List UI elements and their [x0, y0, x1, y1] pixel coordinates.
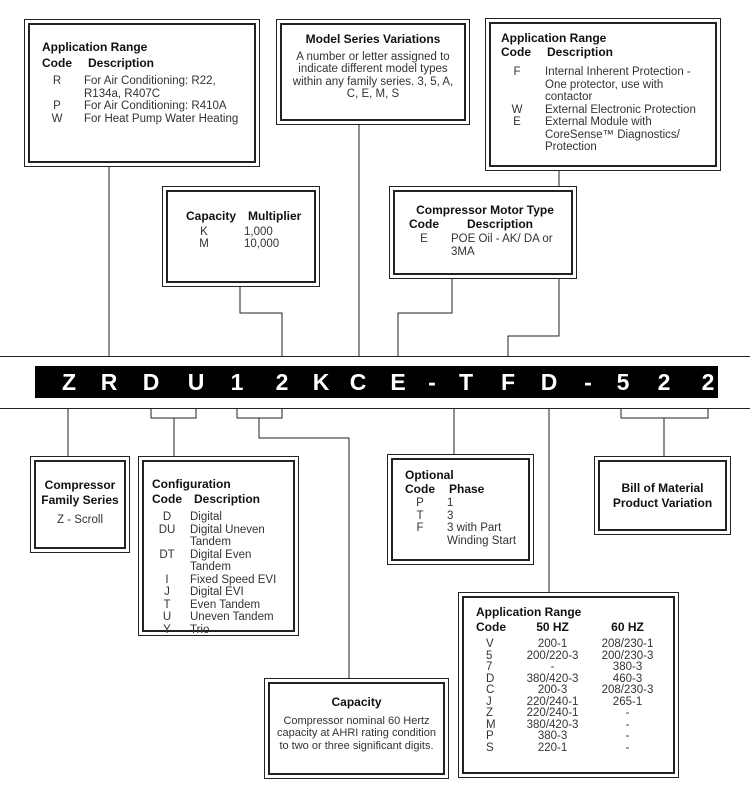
capacity-title: Capacity: [331, 695, 382, 709]
voltage-60hz: 380-3: [612, 661, 643, 673]
capacity-multiplier-code: M: [199, 238, 209, 250]
box-capacity-multiplier: [162, 186, 320, 287]
config-code: U: [162, 611, 172, 623]
phase-desc-header: Phase: [449, 481, 485, 496]
capacity-text: Compressor nominal 60 Hertz capacity at AHRI rating condition to two or three significant digits.: [277, 714, 436, 752]
config-code: J: [164, 586, 170, 598]
voltage-code: 7: [486, 661, 493, 673]
model-code-bar: [35, 366, 718, 398]
connector-capacity-multiplier: [240, 286, 282, 356]
motor-desc: POE Oil - AK/ DA or 3MA: [451, 233, 553, 258]
phase-desc: 1: [447, 497, 454, 509]
capacity-multiplier-code: K: [200, 225, 208, 238]
refrigerant-code-header: Code: [42, 55, 72, 70]
voltage-code-header: Code: [476, 619, 506, 634]
protection-title: Application Range: [501, 31, 607, 45]
box-configuration: [138, 456, 299, 636]
voltage-50hz: 380-3: [537, 730, 568, 742]
code-char: T: [458, 368, 474, 395]
box-family-series: [30, 456, 130, 553]
voltage-50hz: -: [550, 661, 555, 673]
code-char: E: [390, 368, 406, 395]
code-char: -: [428, 368, 436, 395]
protection-desc: External Module with CoreSense™ Diagnostics/ Protection: [545, 116, 680, 153]
code-char: 2: [657, 368, 671, 395]
config-desc: Digital: [190, 511, 222, 523]
protection-row: [501, 66, 705, 104]
config-code: T: [163, 598, 171, 611]
config-row: [152, 511, 287, 524]
bracket-capacity: [237, 408, 282, 418]
voltage-row: [476, 720, 665, 732]
voltage-50hz-header: 50 HZ: [536, 619, 569, 634]
voltage-code: J: [486, 695, 492, 708]
phase-code-header: Code: [405, 481, 435, 496]
model-series-text: A number or letter assigned to indicate different model types within any family series. 3, 5, A, C, E, M, S: [292, 50, 454, 100]
voltage-row: [476, 685, 665, 697]
config-row: [152, 624, 287, 637]
voltage-code: M: [486, 718, 496, 731]
code-char: 5: [616, 368, 630, 395]
refrigerant-code: P: [53, 100, 61, 112]
voltage-60hz: -: [625, 707, 630, 719]
voltage-50hz: 220/240-1: [526, 707, 579, 719]
phase-code: F: [416, 522, 424, 534]
refrigerant-desc: For Air Conditioning: R22, R134a, R407C: [84, 75, 216, 100]
code-char: 2: [701, 368, 715, 395]
voltage-60hz: 460-3: [612, 672, 643, 685]
capacity-multiplier-desc: 1,000: [244, 225, 273, 238]
phase-title: Optional: [405, 468, 454, 482]
voltage-50hz: 200-1: [537, 638, 568, 650]
voltage-50hz: 220-1: [537, 741, 568, 754]
box-bill-of-material: [594, 456, 731, 535]
config-desc: Trio: [190, 623, 210, 636]
motor-code-header: Code: [409, 216, 439, 231]
multiplier-header: Multiplier: [248, 209, 302, 223]
voltage-50hz: 380/420-3: [526, 718, 579, 731]
box-voltage-range: [458, 592, 679, 778]
refrigerant-row: [42, 113, 242, 126]
box-motor-type: [389, 186, 577, 279]
phase-row: [405, 497, 518, 510]
voltage-row: [476, 662, 665, 674]
config-row: [152, 574, 287, 587]
motor-desc-header: Description: [467, 216, 534, 231]
box-model-series: [276, 19, 470, 125]
config-row: [152, 586, 287, 599]
protection-row: [501, 104, 705, 117]
bill-of-material-title: Bill of Material Product Variation: [612, 480, 713, 510]
voltage-title: Application Range: [476, 605, 582, 619]
config-desc: Digital EVI: [190, 586, 244, 598]
box-refrigerant-range: [24, 19, 260, 167]
capacity-multiplier-row: [186, 226, 302, 239]
motor-row: [409, 233, 561, 258]
voltage-row: [476, 731, 665, 743]
config-row: [152, 524, 287, 549]
voltage-50hz: 200-3: [537, 684, 568, 696]
phase-row: [405, 510, 518, 523]
voltage-60hz: -: [625, 730, 630, 742]
voltage-code: P: [486, 730, 494, 742]
box-phase: [387, 454, 534, 565]
voltage-50hz: 200/220-3: [526, 649, 579, 662]
config-desc: Uneven Tandem: [190, 611, 274, 623]
voltage-60hz: -: [625, 741, 630, 754]
phase-desc: 3: [447, 509, 454, 522]
protection-code: E: [513, 116, 521, 128]
voltage-row: [476, 743, 665, 755]
family-series-text: Z - Scroll: [57, 514, 103, 526]
voltage-50hz: 380/420-3: [526, 672, 579, 685]
code-char: -: [584, 368, 592, 395]
connector-motor-type: [398, 278, 452, 356]
voltage-code: Z: [486, 707, 494, 719]
voltage-60hz: 208/230-1: [601, 638, 654, 650]
protection-code: W: [511, 103, 523, 116]
config-row: [152, 599, 287, 612]
voltage-60hz: 265-1: [612, 695, 643, 708]
voltage-table: [476, 619, 665, 755]
config-desc: Digital Even Tandem: [190, 548, 252, 573]
capacity-header: Capacity: [186, 209, 237, 223]
config-desc: Fixed Speed EVI: [190, 573, 277, 586]
voltage-60hz-header: 60 HZ: [611, 619, 644, 634]
family-series-title: Compressor Family Series: [41, 478, 119, 507]
refrigerant-code: R: [52, 75, 62, 87]
refrigerant-row: [42, 75, 242, 100]
motor-type-title: Compressor Motor Type: [416, 203, 554, 217]
code-char: D: [540, 368, 558, 395]
code-char: U: [187, 368, 205, 395]
config-code: D: [162, 511, 172, 523]
refrigerant-title: Application Range: [42, 40, 148, 54]
refrigerant-desc-header: Description: [88, 55, 155, 70]
phase-code: P: [416, 497, 424, 509]
voltage-code: 5: [486, 649, 493, 662]
motor-code: E: [420, 233, 428, 245]
bottom-rule: [0, 408, 750, 409]
model-series-title: Model Series Variations: [305, 32, 441, 46]
code-char: C: [349, 368, 367, 395]
config-code-header: Code: [152, 491, 182, 506]
code-char: R: [100, 368, 118, 395]
config-code: Y: [163, 623, 171, 636]
config-row: [152, 549, 287, 574]
voltage-code: V: [486, 638, 494, 650]
protection-desc-header: Description: [547, 44, 614, 59]
box-capacity: [264, 678, 449, 779]
voltage-60hz: -: [625, 718, 630, 731]
code-char: 1: [230, 368, 244, 395]
config-desc-header: Description: [194, 491, 261, 506]
protection-row: [501, 116, 705, 154]
refrigerant-row: [42, 100, 242, 113]
top-rule: [0, 356, 750, 357]
code-char: K: [312, 368, 330, 395]
refrigerant-code: W: [51, 112, 63, 125]
code-char: D: [142, 368, 160, 395]
voltage-60hz: 200/230-3: [601, 649, 654, 662]
config-row: [152, 611, 287, 624]
config-code: DT: [159, 548, 175, 561]
voltage-50hz: 220/240-1: [526, 695, 579, 708]
voltage-code: D: [486, 672, 495, 685]
phase-row: [405, 522, 518, 547]
phase-code: T: [416, 509, 424, 522]
code-char: Z: [61, 368, 77, 395]
refrigerant-desc: For Air Conditioning: R410A: [84, 100, 227, 112]
voltage-60hz: 208/230-3: [601, 684, 654, 696]
config-code: I: [165, 573, 169, 586]
config-desc: Even Tandem: [190, 598, 261, 611]
phase-desc: 3 with Part Winding Start: [447, 522, 517, 547]
code-char: 2: [275, 368, 289, 395]
voltage-row: [476, 708, 665, 720]
bracket-bill-of-material: [621, 408, 708, 418]
voltage-code: S: [486, 741, 494, 754]
capacity-multiplier-desc: 10,000: [244, 238, 280, 250]
protection-desc: External Electronic Protection: [545, 103, 696, 116]
box-protection-range: [485, 18, 721, 171]
voltage-row: [476, 639, 665, 651]
configuration-title: Configuration: [152, 477, 231, 491]
voltage-code: C: [486, 684, 495, 696]
bracket-configuration: [151, 408, 196, 418]
refrigerant-desc: For Heat Pump Water Heating: [84, 112, 239, 125]
capacity-multiplier-row: [186, 238, 302, 251]
protection-code: F: [513, 66, 521, 78]
protection-desc: Internal Inherent Protection - One protector, use with contactor: [545, 66, 691, 103]
config-code: DU: [158, 523, 176, 536]
protection-code-header: Code: [501, 44, 531, 59]
code-char: F: [500, 368, 516, 395]
config-desc: Digital Uneven Tandem: [190, 523, 265, 548]
